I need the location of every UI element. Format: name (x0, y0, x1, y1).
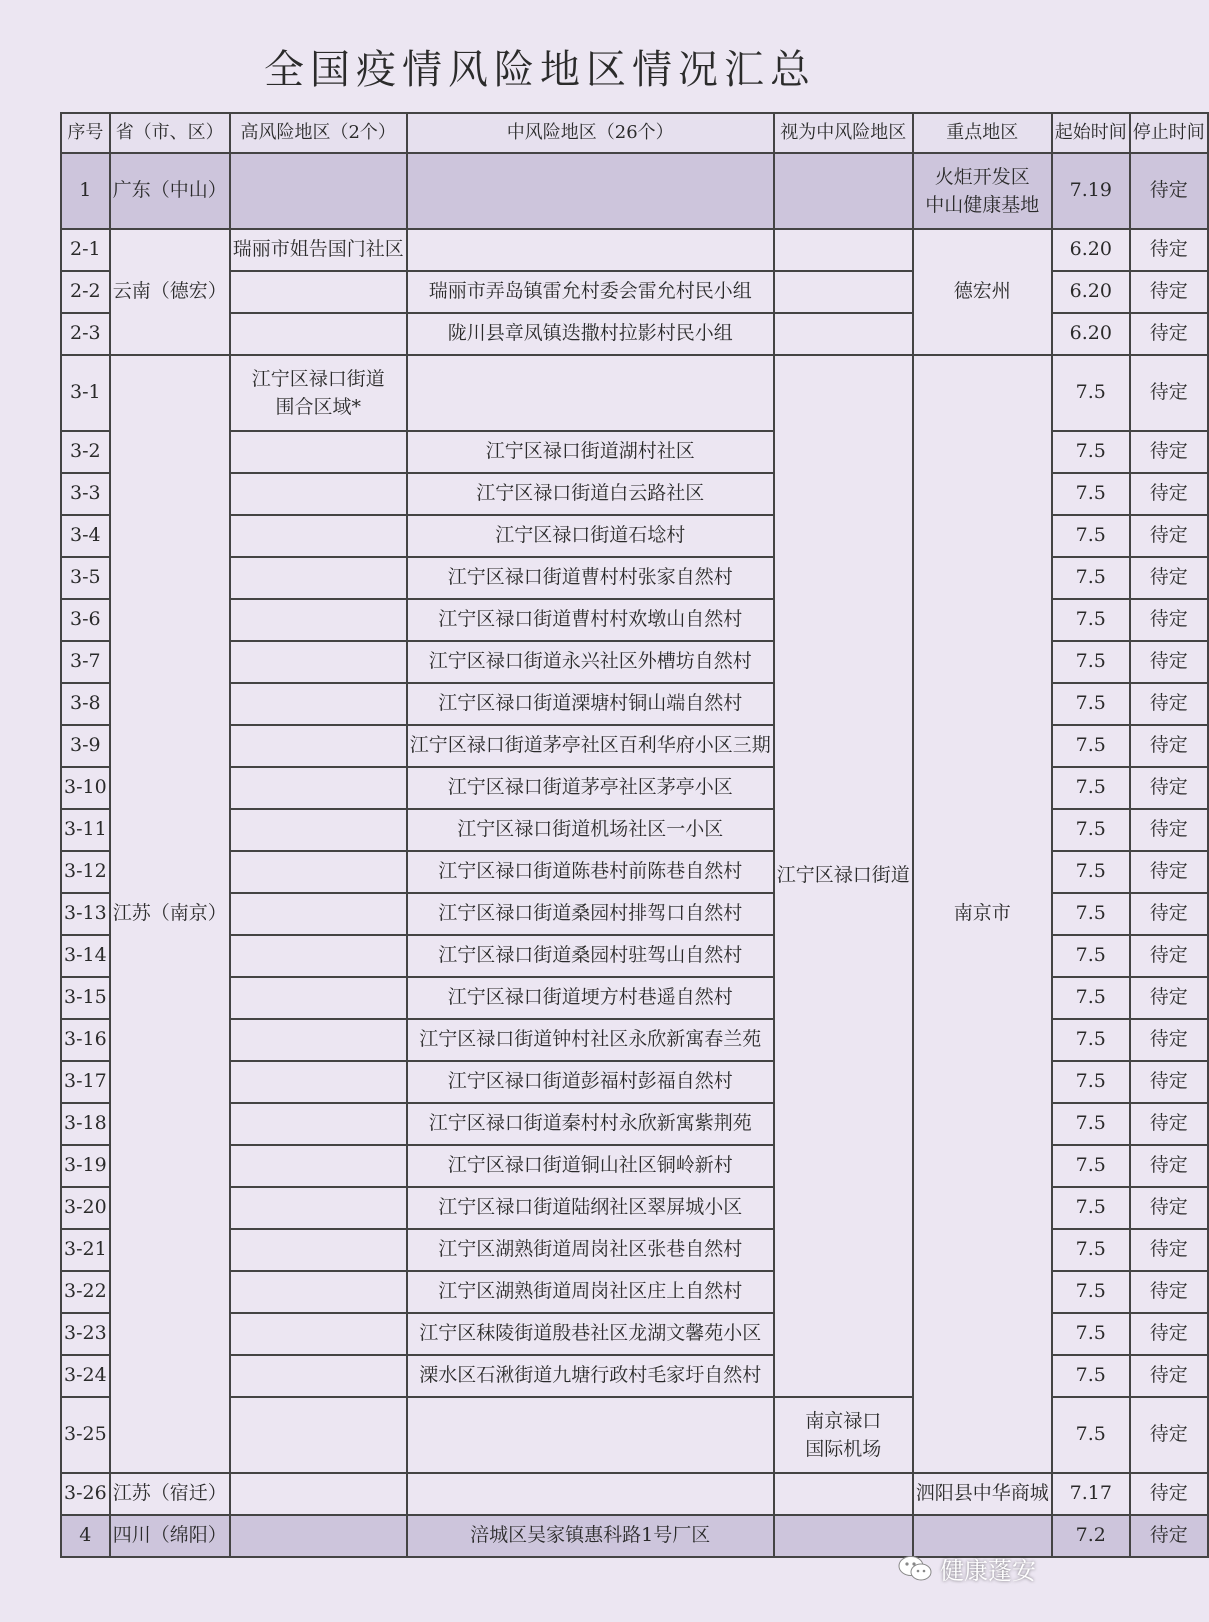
cell-high-risk: 江宁区禄口街道 围合区域* (230, 355, 407, 431)
cell-no: 3-7 (61, 641, 110, 683)
cell-start: 7.5 (1052, 1145, 1130, 1187)
cell-start: 7.5 (1052, 683, 1130, 725)
risk-area-table (60, 112, 1209, 1558)
cell-stop: 待定 (1130, 1515, 1208, 1557)
cell-start: 6.20 (1052, 229, 1130, 271)
header-no: 序号 (61, 113, 110, 153)
cell-start: 7.5 (1052, 473, 1130, 515)
cell-high-risk (230, 431, 407, 473)
cell-province: 广东（中山） (110, 153, 230, 229)
cell-high-risk (230, 1019, 407, 1061)
cell-mid-risk: 江宁区禄口街道白云路社区 (407, 473, 774, 515)
cell-stop: 待定 (1130, 1229, 1208, 1271)
cell-no: 3-23 (61, 1313, 110, 1355)
cell-stop: 待定 (1130, 515, 1208, 557)
cell-province: 云南（德宏） (110, 229, 230, 355)
cell-no: 3-24 (61, 1355, 110, 1397)
cell-as-mid-risk (774, 153, 913, 229)
cell-mid-risk: 涪城区吴家镇惠科路1号厂区 (407, 1515, 774, 1557)
cell-no: 3-13 (61, 893, 110, 935)
cell-high-risk (230, 599, 407, 641)
cell-start: 7.5 (1052, 355, 1130, 431)
cell-start: 7.5 (1052, 893, 1130, 935)
watermark (898, 1551, 1036, 1586)
cell-stop: 待定 (1130, 229, 1208, 271)
cell-stop: 待定 (1130, 977, 1208, 1019)
cell-stop: 待定 (1130, 1103, 1208, 1145)
cell-stop: 待定 (1130, 809, 1208, 851)
cell-no: 3-9 (61, 725, 110, 767)
cell-no: 2-1 (61, 229, 110, 271)
cell-stop: 待定 (1130, 1145, 1208, 1187)
header-high-risk: 高风险地区（2个） (230, 113, 407, 153)
cell-mid-risk: 江宁区禄口街道彭福村彭福自然村 (407, 1061, 774, 1103)
cell-province: 江苏（宿迁） (110, 1473, 230, 1515)
cell-stop: 待定 (1130, 683, 1208, 725)
cell-as-mid-risk (774, 229, 913, 271)
cell-start: 7.5 (1052, 1187, 1130, 1229)
cell-start: 7.5 (1052, 851, 1130, 893)
watermark-text: 健康蓬安 (940, 1557, 1036, 1585)
cell-mid-risk: 溧水区石湫街道九塘行政村毛家圩自然村 (407, 1355, 774, 1397)
cell-high-risk (230, 473, 407, 515)
cell-high-risk (230, 977, 407, 1019)
cell-stop: 待定 (1130, 355, 1208, 431)
cell-no: 3-10 (61, 767, 110, 809)
cell-high-risk (230, 1271, 407, 1313)
cell-as-mid-risk: 南京禄口 国际机场 (774, 1397, 913, 1473)
cell-start: 6.20 (1052, 271, 1130, 313)
cell-stop: 待定 (1130, 851, 1208, 893)
cell-mid-risk (407, 1397, 774, 1473)
cell-start: 7.5 (1052, 1019, 1130, 1061)
cell-start: 7.5 (1052, 641, 1130, 683)
cell-start: 7.5 (1052, 1229, 1130, 1271)
cell-mid-risk: 江宁区禄口街道湖村社区 (407, 431, 774, 473)
cell-mid-risk: 江宁区湖熟街道周岗社区庄上自然村 (407, 1271, 774, 1313)
cell-stop: 待定 (1130, 767, 1208, 809)
cell-stop: 待定 (1130, 1019, 1208, 1061)
cell-mid-risk: 江宁区禄口街道茅亭社区百利华府小区三期 (407, 725, 774, 767)
cell-stop: 待定 (1130, 153, 1208, 229)
cell-as-mid-risk (774, 1473, 913, 1515)
cell-key-area: 泗阳县中华商城 (913, 1473, 1052, 1515)
cell-stop: 待定 (1130, 1473, 1208, 1515)
cell-mid-risk (407, 229, 774, 271)
cell-mid-risk: 江宁区禄口街道溧塘村铜山端自然村 (407, 683, 774, 725)
cell-no: 3-1 (61, 355, 110, 431)
cell-high-risk (230, 851, 407, 893)
cell-no: 2-2 (61, 271, 110, 313)
cell-stop: 待定 (1130, 1313, 1208, 1355)
cell-high-risk (230, 893, 407, 935)
cell-key-area: 德宏州 (913, 229, 1052, 355)
cell-high-risk (230, 313, 407, 355)
cell-start: 7.5 (1052, 515, 1130, 557)
cell-mid-risk: 江宁区禄口街道机场社区一小区 (407, 809, 774, 851)
cell-stop: 待定 (1130, 893, 1208, 935)
cell-high-risk (230, 1515, 407, 1557)
cell-no: 3-11 (61, 809, 110, 851)
cell-no: 3-6 (61, 599, 110, 641)
cell-mid-risk: 陇川县章凤镇迭撒村拉影村民小组 (407, 313, 774, 355)
header-key-area: 重点地区 (913, 113, 1052, 153)
cell-mid-risk: 瑞丽市弄岛镇雷允村委会雷允村民小组 (407, 271, 774, 313)
cell-as-mid-risk (774, 1515, 913, 1557)
cell-no: 3-26 (61, 1473, 110, 1515)
cell-as-mid-risk: 江宁区禄口街道 (774, 355, 913, 1397)
cell-start: 7.5 (1052, 1397, 1130, 1473)
cell-start: 7.5 (1052, 809, 1130, 851)
cell-no: 3-12 (61, 851, 110, 893)
cell-as-mid-risk (774, 271, 913, 313)
cell-no: 3-18 (61, 1103, 110, 1145)
cell-start: 7.5 (1052, 1313, 1130, 1355)
cell-high-risk (230, 1061, 407, 1103)
cell-stop: 待定 (1130, 557, 1208, 599)
cell-stop: 待定 (1130, 271, 1208, 313)
cell-high-risk (230, 725, 407, 767)
table-row (61, 229, 1208, 271)
wechat-icon (898, 1555, 932, 1583)
cell-mid-risk: 江宁区禄口街道陆纲社区翠屏城小区 (407, 1187, 774, 1229)
cell-mid-risk: 江宁区禄口街道桑园村排驾口自然村 (407, 893, 774, 935)
cell-mid-risk (407, 153, 774, 229)
cell-start: 7.5 (1052, 1271, 1130, 1313)
cell-key-area: 火炬开发区 中山健康基地 (913, 153, 1052, 229)
cell-high-risk (230, 641, 407, 683)
cell-no: 3-5 (61, 557, 110, 599)
cell-start: 7.17 (1052, 1473, 1130, 1515)
cell-start: 6.20 (1052, 313, 1130, 355)
cell-start: 7.5 (1052, 767, 1130, 809)
cell-stop: 待定 (1130, 1271, 1208, 1313)
cell-no: 3-21 (61, 1229, 110, 1271)
cell-high-risk (230, 1473, 407, 1515)
cell-start: 7.5 (1052, 1355, 1130, 1397)
cell-start: 7.19 (1052, 153, 1130, 229)
cell-mid-risk: 江宁区禄口街道桑园村驻驾山自然村 (407, 935, 774, 977)
cell-high-risk (230, 1397, 407, 1473)
cell-high-risk (230, 1313, 407, 1355)
cell-province: 江苏（南京） (110, 355, 230, 1473)
cell-stop: 待定 (1130, 725, 1208, 767)
header-mid-risk: 中风险地区（26个） (407, 113, 774, 153)
cell-mid-risk: 江宁区禄口街道钟村社区永欣新寓春兰苑 (407, 1019, 774, 1061)
cell-high-risk (230, 1355, 407, 1397)
cell-no: 3-19 (61, 1145, 110, 1187)
cell-stop: 待定 (1130, 599, 1208, 641)
cell-start: 7.5 (1052, 1061, 1130, 1103)
cell-start: 7.5 (1052, 557, 1130, 599)
cell-no: 3-3 (61, 473, 110, 515)
cell-high-risk (230, 515, 407, 557)
cell-no: 3-8 (61, 683, 110, 725)
cell-mid-risk: 江宁区禄口街道曹村村张家自然村 (407, 557, 774, 599)
cell-stop: 待定 (1130, 473, 1208, 515)
cell-stop: 待定 (1130, 1355, 1208, 1397)
cell-start: 7.5 (1052, 1103, 1130, 1145)
cell-no: 3-25 (61, 1397, 110, 1473)
cell-high-risk (230, 767, 407, 809)
cell-no: 3-14 (61, 935, 110, 977)
cell-high-risk (230, 557, 407, 599)
cell-province: 四川（绵阳） (110, 1515, 230, 1557)
cell-no: 4 (61, 1515, 110, 1557)
cell-high-risk (230, 683, 407, 725)
cell-mid-risk: 江宁区禄口街道曹村村欢墩山自然村 (407, 599, 774, 641)
cell-high-risk (230, 153, 407, 229)
cell-mid-risk (407, 355, 774, 431)
header-as-mid-risk: 视为中风险地区 (774, 113, 913, 153)
cell-start: 7.2 (1052, 1515, 1130, 1557)
cell-stop: 待定 (1130, 1397, 1208, 1473)
cell-no: 2-3 (61, 313, 110, 355)
cell-no: 3-17 (61, 1061, 110, 1103)
cell-stop: 待定 (1130, 1061, 1208, 1103)
cell-no: 3-16 (61, 1019, 110, 1061)
cell-start: 7.5 (1052, 599, 1130, 641)
header-province: 省（市、区） (110, 113, 230, 153)
cell-high-risk (230, 271, 407, 313)
cell-high-risk (230, 809, 407, 851)
cell-stop: 待定 (1130, 935, 1208, 977)
cell-key-area: 南京市 (913, 355, 1052, 1473)
cell-high-risk (230, 1229, 407, 1271)
table-row (61, 1473, 1208, 1515)
cell-no: 1 (61, 153, 110, 229)
cell-high-risk (230, 1187, 407, 1229)
cell-mid-risk: 江宁区湖熟街道周岗社区张巷自然村 (407, 1229, 774, 1271)
header-start-time: 起始时间 (1052, 113, 1130, 153)
cell-mid-risk: 江宁区禄口街道陈巷村前陈巷自然村 (407, 851, 774, 893)
header-stop-time: 停止时间 (1130, 113, 1208, 153)
cell-stop: 待定 (1130, 431, 1208, 473)
cell-high-risk (230, 1103, 407, 1145)
cell-high-risk (230, 935, 407, 977)
cell-high-risk (230, 1145, 407, 1187)
cell-start: 7.5 (1052, 935, 1130, 977)
table-row (61, 355, 1208, 431)
cell-mid-risk: 江宁区禄口街道铜山社区铜岭新村 (407, 1145, 774, 1187)
cell-mid-risk: 江宁区禄口街道茅亭社区茅亭小区 (407, 767, 774, 809)
cell-mid-risk: 江宁区禄口街道秦村村永欣新寓紫荆苑 (407, 1103, 774, 1145)
cell-stop: 待定 (1130, 641, 1208, 683)
cell-no: 3-20 (61, 1187, 110, 1229)
cell-no: 3-15 (61, 977, 110, 1019)
cell-mid-risk: 江宁区禄口街道永兴社区外槽坊自然村 (407, 641, 774, 683)
cell-start: 7.5 (1052, 725, 1130, 767)
cell-no: 3-2 (61, 431, 110, 473)
document-title: 全国疫情风险地区情况汇总 (264, 47, 816, 93)
cell-mid-risk (407, 1473, 774, 1515)
cell-mid-risk: 江宁区秣陵街道殷巷社区龙湖文馨苑小区 (407, 1313, 774, 1355)
cell-no: 3-4 (61, 515, 110, 557)
cell-stop: 待定 (1130, 1187, 1208, 1229)
cell-mid-risk: 江宁区禄口街道石埝村 (407, 515, 774, 557)
table-header-row (61, 113, 1208, 153)
cell-as-mid-risk (774, 313, 913, 355)
cell-no: 3-22 (61, 1271, 110, 1313)
cell-start: 7.5 (1052, 431, 1130, 473)
table-row (61, 153, 1208, 229)
cell-start: 7.5 (1052, 977, 1130, 1019)
cell-high-risk: 瑞丽市姐告国门社区 (230, 229, 407, 271)
cell-stop: 待定 (1130, 313, 1208, 355)
cell-mid-risk: 江宁区禄口街道埂方村巷遥自然村 (407, 977, 774, 1019)
